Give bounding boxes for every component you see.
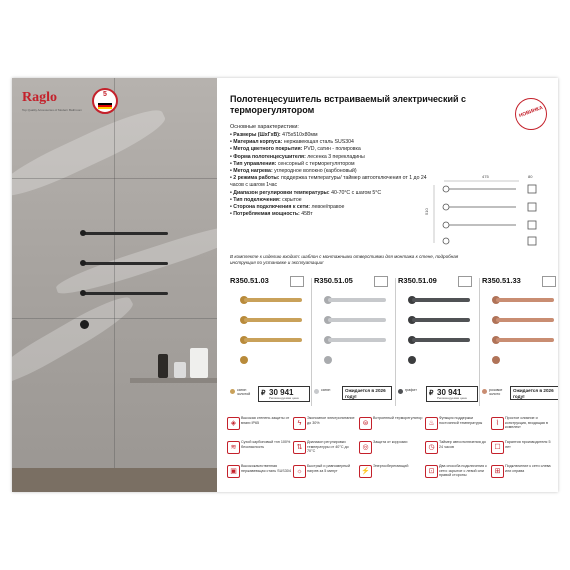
fiber-icon: ≋ <box>227 441 240 454</box>
spec-value: 475х510х80мм <box>282 132 318 138</box>
dim-depth: 80 <box>528 174 533 179</box>
spec-value: лесенка 3 перекладины <box>307 153 365 160</box>
ip-rating-icon <box>458 276 472 287</box>
technical-drawing <box>424 173 554 253</box>
rail-mount <box>80 290 86 296</box>
price-box <box>426 386 478 402</box>
shelf <box>130 378 217 383</box>
product-rod <box>496 298 554 302</box>
product-title: Полотенцесушитель встраиваемый электрический с терморегулятором <box>230 94 467 115</box>
feature-text: Таймер автоотключения до 24 часов <box>439 440 486 449</box>
towel-rail-bar <box>84 262 168 265</box>
price-caption: Рекомендуемая цена <box>269 396 299 400</box>
product-column <box>314 276 394 408</box>
rod-mount <box>324 356 332 364</box>
spec-key: • Сторона подключения к сети: <box>230 204 312 211</box>
price-box <box>258 386 310 402</box>
vanity-cabinet <box>12 468 217 492</box>
spec-item <box>230 146 430 153</box>
cup <box>190 348 208 378</box>
product-code: R350.51.09 <box>398 276 437 285</box>
spec-item <box>230 139 430 146</box>
product-rod <box>328 318 386 322</box>
finish-swatch <box>482 389 487 394</box>
temperature-icon: ♨ <box>425 417 438 430</box>
brand-tagline: Top Quality Accessories of Modern Bathroom <box>22 108 83 112</box>
price-value: 30 941 <box>437 388 462 397</box>
product-rod <box>496 338 554 342</box>
package-note: В комплекте к изделию входит: шаблон с монтажными отверстиями для монтажа к стене, подробная инструкция по установке и эксплуатации! <box>230 254 459 265</box>
finish-swatch <box>314 389 319 394</box>
heat-icon: ☼ <box>293 465 306 478</box>
column-divider <box>395 278 396 406</box>
soap-bottle <box>158 354 168 378</box>
spec-item <box>230 154 430 161</box>
feature-text: Высококачественная нержавеющая сталь SUS304 <box>241 464 291 473</box>
feature-text: Энергосберегающий <box>373 464 409 468</box>
cable-icon: ⌇ <box>491 417 504 430</box>
feature-text: Подключение к сети слева или справа <box>505 464 551 473</box>
catalog-sheet <box>12 78 558 492</box>
spec-value: PVD, сатин - полировка <box>303 146 361 153</box>
cream-jar <box>174 362 186 378</box>
spec-value: нержавеющая сталь SUS304 <box>283 139 354 146</box>
spec-key: • Материал корпуса: <box>230 139 284 146</box>
spec-key: • Метод цветного покрытия: <box>230 146 304 153</box>
product-rod <box>328 298 386 302</box>
column-divider <box>479 278 480 406</box>
feature-item <box>425 440 489 456</box>
price-value: 30 941 <box>269 388 294 397</box>
range-icon: ⇅ <box>293 441 306 454</box>
hidden-icon: ⊡ <box>425 465 438 478</box>
rail-mount <box>80 260 86 266</box>
product-rod <box>244 318 302 322</box>
spec-item <box>230 175 430 189</box>
product-rod <box>244 298 302 302</box>
feature-item <box>227 440 291 456</box>
spec-value: поддержка температуры/ таймер автоотключения от 1 до 24 часов с шагом 1час <box>230 175 427 189</box>
finish-swatch <box>398 389 403 394</box>
product-rod <box>244 338 302 342</box>
thermostat-icon: ⊜ <box>359 417 372 430</box>
feature-text: Защита от коррозии <box>373 440 408 444</box>
feature-text: Диапазон регулировки температуры от 40°С до 70°С <box>307 440 349 454</box>
warranty-icon: ☐ <box>491 441 504 454</box>
feature-item <box>227 464 291 480</box>
shield-icon: ◈ <box>227 417 240 430</box>
product-column <box>482 276 558 408</box>
spec-item <box>230 132 430 139</box>
warranty-badge <box>92 88 118 114</box>
ip-rating-icon <box>542 276 556 287</box>
spec-key: • Диапазон регулировки температуры: <box>230 189 332 196</box>
rod-mount <box>240 356 248 364</box>
product-rod <box>496 318 554 322</box>
feature-text: Два способа подключения к сети: скрытое с левой или правой стороны <box>439 464 487 478</box>
spec-key: • 2 режима работы: <box>230 175 281 182</box>
product-rod <box>412 298 470 302</box>
spec-key: • Тип подключения: <box>230 196 283 203</box>
towel-rail-bar <box>84 232 168 235</box>
feature-text: Быстрый и равномерный нагрев за 5 минут <box>307 464 351 473</box>
spec-key: • Потребляемая мощность: <box>230 211 302 218</box>
rod-mount <box>492 356 500 364</box>
steel-icon: ▣ <box>227 465 240 478</box>
mount-icon: ⊞ <box>491 465 504 478</box>
dim-width: 475 <box>482 174 489 179</box>
spec-value: 45Вт <box>301 211 313 218</box>
feature-item <box>425 416 489 432</box>
price-caption: Рекомендуемая цена <box>437 396 467 400</box>
feature-text: Экономное электропитание до 30% <box>307 416 355 425</box>
spec-key: • Метод нагрева: <box>230 168 275 175</box>
product-column <box>398 276 478 408</box>
features-grid <box>227 416 555 488</box>
feature-item <box>227 416 291 432</box>
rod-mount <box>408 356 416 364</box>
spec-item <box>230 197 430 204</box>
energy-icon: ⚡ <box>359 465 372 478</box>
product-code: R350.51.33 <box>482 276 521 285</box>
product-rod <box>328 338 386 342</box>
product-code: R350.51.03 <box>230 276 269 285</box>
feature-item <box>359 464 423 480</box>
feature-item <box>491 464 555 480</box>
german-flag-icon <box>98 103 112 109</box>
feature-item <box>293 416 357 432</box>
column-divider <box>311 278 312 406</box>
spec-value: скрытое <box>282 196 302 203</box>
timer-icon: ◷ <box>425 441 438 454</box>
ruble-icon: ₽ <box>261 390 266 397</box>
finish-label: сатин <box>321 388 331 392</box>
finish-label: графит <box>405 388 417 392</box>
spec-value: углеродное волокно (карбоновый) <box>274 168 357 175</box>
product-rod <box>412 338 470 342</box>
corrosion-icon: ◎ <box>359 441 372 454</box>
spec-item <box>230 161 430 168</box>
product-column <box>230 276 310 408</box>
feature-text: Сухой карбоновый тэн 100% безопасность <box>241 440 291 449</box>
feature-text: Простое слияние и конструкция, входящая в комплект <box>505 416 548 430</box>
bathroom-photo <box>12 78 217 492</box>
bolt-icon: ϟ <box>293 417 306 430</box>
finish-swatch <box>230 389 235 394</box>
specs-list <box>230 132 430 218</box>
towel-rail-bar <box>84 292 168 295</box>
ip-rating-icon <box>290 276 304 287</box>
feature-item <box>359 416 423 432</box>
feature-text: Функция поддержки постоянной температуры <box>439 416 483 425</box>
product-rod <box>412 318 470 322</box>
feature-text: Гарантия производителя 5 лет <box>505 440 551 449</box>
ip-rating-icon <box>374 276 388 287</box>
specs-heading: Основные характеристики: <box>230 124 299 130</box>
badge-number: 5 <box>103 91 107 98</box>
feature-item <box>293 464 357 480</box>
feature-item <box>359 440 423 456</box>
availability-note: Ожидается в 2026 году! <box>510 386 558 400</box>
feature-text: Встроенный терморегулятор <box>373 416 423 420</box>
finish-label: сатин золотой <box>237 388 251 396</box>
ruble-icon: ₽ <box>429 390 434 397</box>
brand-logo: Raglo <box>22 90 57 105</box>
control-knob <box>80 320 89 329</box>
feature-item <box>293 440 357 456</box>
product-code: R350.51.05 <box>314 276 353 285</box>
feature-item <box>491 440 555 456</box>
feature-text: Высокая степень защиты от влаги IP65 <box>241 416 290 425</box>
spec-key: • Размеры (ШхГхВ): <box>230 132 283 138</box>
spec-key: • Форма полотенцесушителя: <box>230 153 308 160</box>
new-badge <box>515 98 547 130</box>
spec-item <box>230 211 430 218</box>
availability-note: Ожидается в 2026 году! <box>342 386 392 400</box>
spec-item <box>230 190 430 197</box>
feature-item <box>425 464 489 480</box>
feature-item <box>491 416 555 432</box>
spec-key: • Тип управления: <box>230 160 278 167</box>
spec-value: левое/правое <box>311 204 345 211</box>
finish-label: розовое золото <box>489 388 503 396</box>
spec-value: 40-70°С с шагом 5°С <box>331 189 382 196</box>
new-badge-label: НОВИНКА <box>518 104 544 120</box>
spec-value: сенсорный с терморегулятором <box>277 160 355 167</box>
dim-height: 510 <box>424 208 429 215</box>
rail-mount <box>80 230 86 236</box>
